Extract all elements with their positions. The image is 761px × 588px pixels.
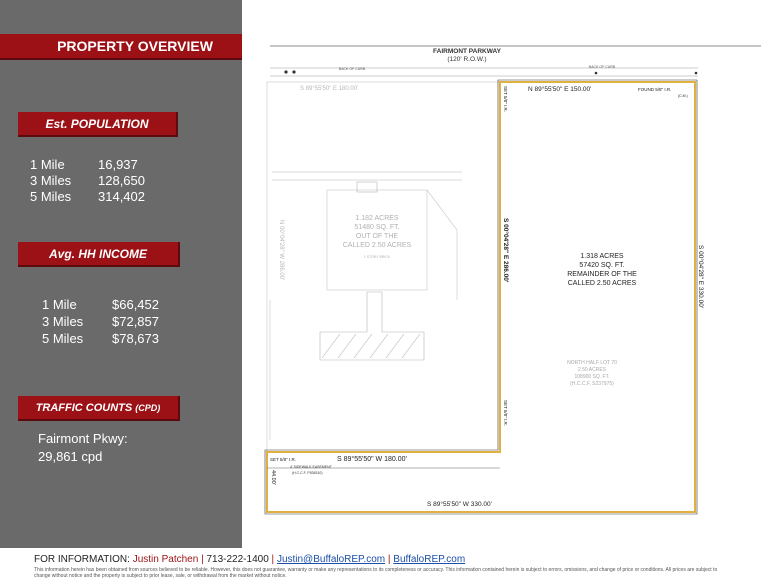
income-label-5: 5 Miles: [42, 331, 84, 346]
left-parcel-area-2: 51480 SQ. FT.: [354, 224, 400, 231]
hatch-line: [386, 334, 404, 358]
property-boundary: [267, 82, 695, 512]
population-heading: Est. POPULATION: [18, 112, 178, 137]
hatch-line: [402, 334, 420, 358]
hatch-line: [354, 334, 372, 358]
survey-plat: [242, 0, 761, 548]
contact-phone[interactable]: 713-222-1400: [206, 554, 269, 565]
income-value-1: $66,452: [112, 297, 159, 312]
sidebar: [0, 0, 242, 548]
hatch-line: [370, 334, 388, 358]
income-heading: Avg. HH INCOME: [18, 242, 180, 267]
separator: |: [271, 554, 275, 565]
right-parcel-area-1: 1.318 ACRES: [580, 253, 624, 260]
sidewalk-note: 4' SIDEWALK EASEMENT: [290, 465, 332, 469]
income-value-5: $78,673: [112, 331, 159, 346]
survey-marker: [695, 72, 698, 75]
found-marker-sub: (C.M.): [678, 94, 688, 98]
pop-value-1: 16,937: [98, 157, 138, 172]
middle-bearing: S 00°04'28" E 286.00': [502, 218, 509, 283]
hatch-line: [322, 334, 340, 358]
separator: |: [201, 554, 204, 565]
income-label-1: 1 Mile: [42, 297, 77, 312]
drive-curve: [427, 190, 457, 230]
survey-marker: [284, 70, 287, 73]
survey-drawing: [242, 0, 761, 548]
road-name: FAIRMONT PARKWAY: [433, 48, 501, 55]
property-overview-banner: PROPERTY OVERVIEW: [0, 34, 272, 60]
traffic-heading-text: TRAFFIC COUNTS: [35, 401, 133, 414]
west-dimension: 44.00': [270, 470, 276, 485]
traffic-heading: [18, 396, 180, 421]
building-footprint: [327, 190, 427, 290]
building-note: 1 STORY BRICK: [363, 255, 391, 259]
contact-prefix: FOR INFORMATION:: [34, 554, 130, 565]
pop-label-3: 3 Miles: [30, 173, 72, 188]
traffic-road: Fairmont Pkwy:: [38, 431, 128, 446]
bottom-bearing: S 89°55'50" W 330.00': [427, 501, 492, 508]
right-parcel-area-2: 57420 SQ. FT.: [579, 262, 625, 269]
contact-name: Justin Patchen: [132, 554, 199, 565]
contact-line: [34, 554, 465, 565]
contact-email-link[interactable]: Justin@BuffaloREP.com: [276, 554, 386, 565]
west-bearing: N 00°04'28" W 286.00': [278, 220, 284, 281]
top-right-bearing: N 89°55'50" E 150.00': [528, 86, 592, 93]
left-parcel-area-3: OUT OF THE: [355, 233, 399, 240]
sidewalk-note-sub: (H.C.C.F. P536310): [292, 471, 323, 475]
boundary-inner-line: [265, 80, 697, 514]
lot-note-3: 108900 SQ. FT.: [574, 374, 610, 380]
website-link[interactable]: BuffaloREP.com: [393, 554, 466, 565]
road-row: (120' R.O.W.): [447, 56, 487, 63]
right-parcel-area-4: CALLED 2.50 ACRES: [567, 280, 637, 287]
set-marker-top: SET 5/8" I.R.: [503, 86, 508, 113]
hatched-pad: [357, 182, 377, 192]
lot-note-1: NORTH HALF LOT 70: [567, 360, 617, 366]
set-marker-left: SET 5/8" I.R.: [270, 457, 297, 462]
left-parcel-area-1: 1.182 ACRES: [355, 215, 399, 222]
left-parcel-area-4: CALLED 2.50 ACRES: [342, 242, 412, 249]
survey-marker: [595, 72, 598, 75]
set-marker-mid: SET 5/8" I.R.: [503, 400, 508, 427]
pop-label-1: 1 Mile: [30, 157, 65, 172]
right-parcel-area-3: REMAINDER OF THE: [567, 271, 637, 278]
left-parcel-outline: [267, 82, 500, 452]
separator: |: [387, 554, 391, 565]
income-value-3: $72,857: [112, 314, 159, 329]
back-of-curb-left: BACK OF CURB: [338, 67, 366, 71]
lot-note-4: (H.C.C.F. S237975): [570, 381, 614, 387]
footer: [0, 548, 761, 588]
income-label-3: 3 Miles: [42, 314, 84, 329]
back-of-curb-right: BACK OF CURB: [588, 65, 616, 69]
survey-marker: [292, 70, 295, 73]
traffic-count: 29,861 cpd: [38, 449, 103, 464]
lot-note-2: 2.50 ACRES: [577, 367, 607, 373]
pop-value-3: 128,650: [98, 173, 145, 188]
pop-label-5: 5 Miles: [30, 189, 72, 204]
found-marker: FOUND 5/8" I.R.: [638, 87, 672, 92]
pop-value-5: 314,402: [98, 189, 145, 204]
bottom-mid-bearing: S 89°55'50" W 180.00': [337, 456, 407, 463]
traffic-heading-suffix: (CPD): [135, 402, 161, 413]
hatch-line: [338, 334, 356, 358]
disclaimer: This information herein has been obtained from sources believed to be reliable. However, this does not guarantee, warranty or make any representations to its completeness or accuracy. This information contained herein is subject to errors, omissions, and change of price or conditions. All prices are subject to change without notice and the property is subject to prior lease, sale, or withdrawal from the market without notice.: [34, 567, 718, 579]
top-left-bearing: S 89°55'50" E 180.00': [300, 86, 359, 92]
east-bearing: S 00°04'28" E 330.00': [697, 245, 704, 309]
